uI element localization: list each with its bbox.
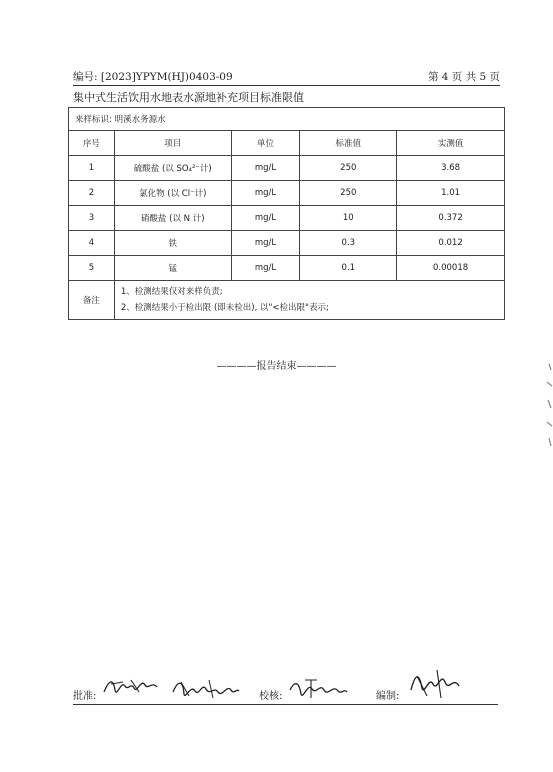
table-row: [69, 156, 505, 181]
row-standard: 10: [300, 206, 397, 231]
row-measured: 3.68: [397, 156, 505, 181]
end-of-report: ————报告结束————: [216, 361, 337, 372]
sample-label: 来样标识: 明溪水务源水: [69, 108, 505, 131]
header-line: [73, 69, 500, 86]
results-table: [68, 107, 505, 320]
row-unit: mg/L: [231, 256, 300, 281]
row-measured: 1.01: [397, 181, 505, 206]
row-standard: 0.3: [300, 231, 397, 256]
row-standard: 250: [300, 181, 397, 206]
col-header: 实测值: [397, 131, 505, 156]
check-signature: [287, 674, 349, 704]
row-index: 3: [69, 206, 115, 231]
row-item: 硫酸盐 (以 SO₄²⁻计): [114, 156, 231, 181]
row-item: 铁: [114, 231, 231, 256]
document-title: 集中式生活饮用水地表水源地补充项目标准限值: [73, 91, 304, 104]
page-indicator: 第 4 页 共 5 页: [427, 71, 500, 83]
notes-row: [69, 281, 505, 320]
col-header: 序号: [69, 131, 115, 156]
col-header: 项目: [114, 131, 231, 156]
note-line-2: 2、检测结果小于检出限 (即未检出), 以"<检出限"表示;: [120, 303, 329, 313]
row-measured: 0.012: [397, 231, 505, 256]
row-measured: 0.00018: [397, 256, 505, 281]
row-unit: mg/L: [231, 231, 300, 256]
prepare-signature: [407, 666, 463, 702]
row-item: 硝酸盐 (以 N 计): [114, 206, 231, 231]
row-index: 2: [69, 181, 115, 206]
row-unit: mg/L: [231, 206, 300, 231]
approve-signature-2: [169, 674, 241, 704]
row-measured: 0.372: [397, 206, 505, 231]
row-index: 1: [69, 156, 115, 181]
check-label: 校核:: [259, 691, 283, 702]
row-index: 4: [69, 231, 115, 256]
binding-edge-marks: [539, 360, 553, 450]
approve-label: 批准:: [73, 691, 97, 702]
row-item: 锰: [114, 256, 231, 281]
note-line-1: 1、检测结果仅对来样负责;: [120, 287, 223, 297]
table-row: [69, 181, 505, 206]
col-header: 单位: [231, 131, 300, 156]
table-row: [69, 206, 505, 231]
row-standard: 250: [300, 156, 397, 181]
row-index: 5: [69, 256, 115, 281]
table-row: [69, 256, 505, 281]
col-header: 标准值: [300, 131, 397, 156]
report-code: 编号: [2023]YPYM(HJ)0403-09: [73, 71, 233, 83]
sample-row: [69, 108, 505, 131]
row-unit: mg/L: [231, 156, 300, 181]
approve-signature-1: [101, 672, 163, 702]
table-header-row: [69, 131, 505, 156]
signature-row: [73, 680, 498, 705]
notes-content: [114, 281, 504, 320]
table-row: [69, 231, 505, 256]
prepare-label: 编制:: [376, 691, 400, 702]
row-unit: mg/L: [231, 181, 300, 206]
row-item: 氯化物 (以 Cl⁻计): [114, 181, 231, 206]
notes-label: 备注: [69, 281, 115, 320]
row-standard: 0.1: [300, 256, 397, 281]
